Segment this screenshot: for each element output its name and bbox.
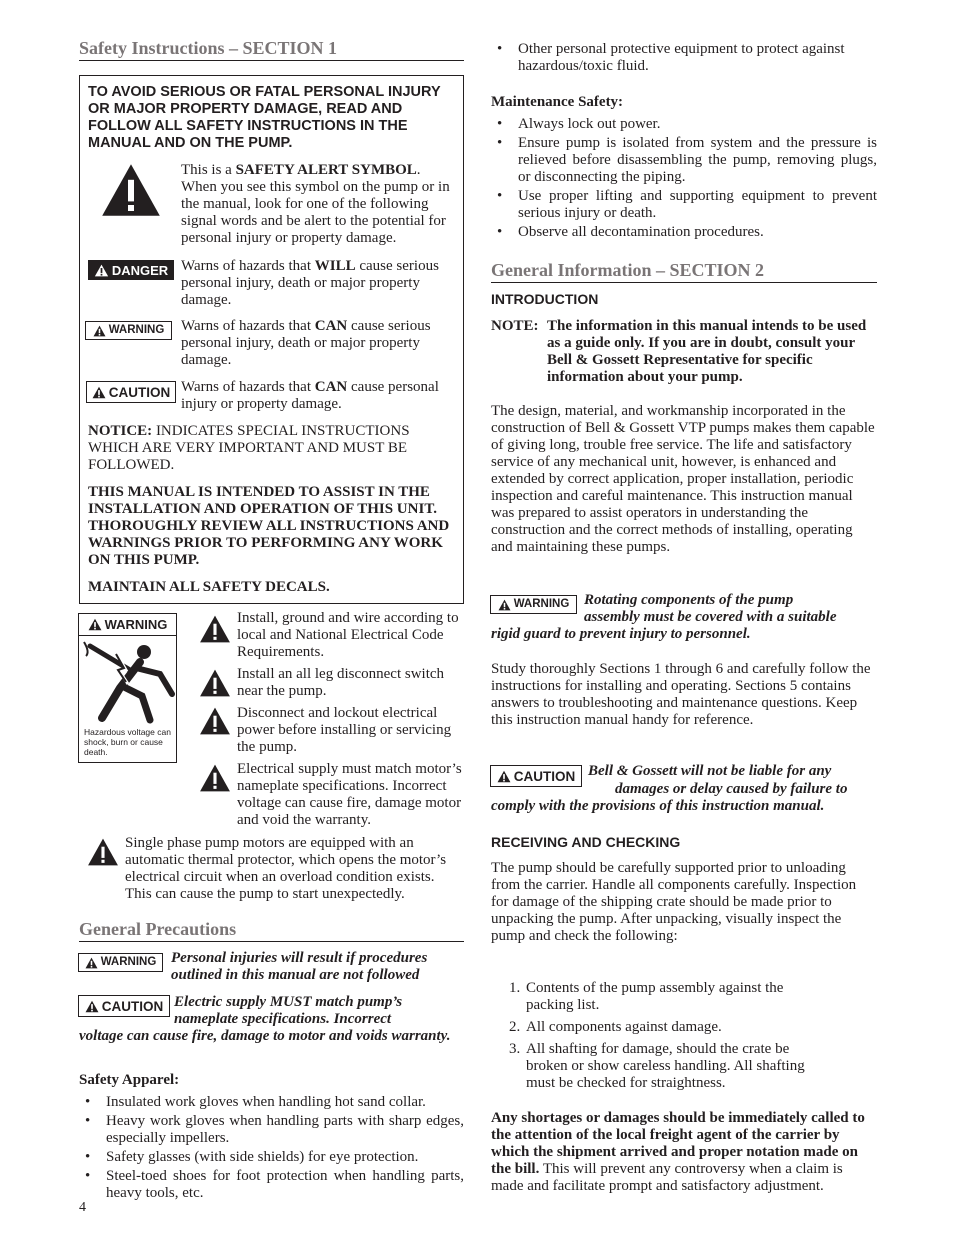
list-item: • Observe all decontamination procedures. — [491, 224, 877, 241]
warning-triangle-icon — [88, 618, 102, 631]
apparel-continued-list — [491, 41, 877, 75]
precaution-warning-badge: WARNING — [78, 953, 163, 972]
list-item: • Other personal protective equipment to protect against hazardous/toxic fluid. — [491, 41, 877, 75]
precautions-title: General Precautions — [79, 921, 464, 942]
liability-caution-text-a: Bell & Gossett will not be liable for any — [588, 763, 832, 779]
warning-triangle-icon — [85, 957, 98, 969]
safety-box-heading: TO AVOID SERIOUS OR FATAL PERSONAL INJURY OR MAJOR PROPERTY DAMAGE, READ AND FOLLOW ALL SAFETY INSTRUCTIONS IN THE MANUAL AND ON THE PUMP. — [88, 84, 441, 151]
precaution-caution-text-b: voltage can cause fire, damage to motor and voids warranty. — [79, 1028, 451, 1044]
precaution-caution-badge: CAUTION — [78, 995, 170, 1017]
electrical-item: Electrical supply must match motor’s nameplate specifications. Incorrect voltage can cause fire, damage motor and void the warranty. — [237, 761, 462, 828]
danger-label: DANGER — [111, 262, 169, 278]
alert-icon — [199, 669, 231, 697]
rotating-warning-badge: WARNING — [490, 595, 577, 614]
list-item: • Safety glasses (with side shields) for eye protection. — [79, 1149, 464, 1166]
warning-badge — [85, 321, 172, 340]
list-item: • Always lock out power. — [491, 116, 877, 133]
single-phase-text: Single phase pump motors are equipped with an automatic thermal protector, which opens the motor’s electrical circuit when an overload condition exists. This can cause the pump to start unexpectedly. — [125, 835, 447, 902]
danger-badge — [88, 260, 174, 280]
caution-label: CAUTION — [108, 384, 171, 400]
maintenance-title: Maintenance Safety: — [491, 94, 624, 110]
checks-list — [491, 980, 877, 1092]
caution-badge — [86, 381, 176, 403]
warning-triangle-icon — [498, 599, 511, 611]
note-text: The information in this manual intends to be used as a guide only. If you are in doubt, consult your Bell & Gossett Representative for specific information about your pump. — [547, 318, 867, 385]
list-item: 2. All components against damage. — [524, 1019, 877, 1036]
page-number: 4 — [79, 1200, 86, 1215]
electrical-item: Install, ground and wire according to local and National Electrical Code Requirements. — [237, 610, 459, 660]
introduction-heading: INTRODUCTION — [491, 291, 599, 307]
shortages-paragraph: Any shortages or damages should be immediately called to the attention of the local freight agent of the carrier by which the shipment arrived and proper notation made on the bill. This will prevent any controversy when a claim is made and facilitate prompt and satisfactory adjustment. — [491, 1110, 865, 1194]
list-item: • Use proper lifting and supporting equipment to prevent serious injury or death. — [491, 188, 877, 222]
alert-icon — [199, 764, 231, 792]
electric-shock-icon — [80, 640, 175, 726]
alert-icon — [199, 615, 231, 643]
electrical-item: Install an all leg disconnect switch near the pump. — [237, 666, 445, 699]
rotating-warning-text-c: rigid guard to prevent injury to personnel. — [491, 626, 751, 642]
alert-icon — [87, 838, 119, 866]
caution-triangle-icon — [92, 386, 106, 399]
safety-apparel-list — [79, 1094, 464, 1202]
liability-caution-text-b: damages or delay caused by failure to — [615, 781, 848, 797]
intro-paragraph: The design, material, and workmanship incorporated in the construction of Bell & Gossett VTP pumps makes them capable of giving long, trouble free service. The life and satisfactory service of any mechanical unit, however, is enhanced and extended by correct application, proper installation, periodic inspection and careful maintenance. This instruction manual was prepared to assist operators in understanding the construction and the correct methods of installing, operating and maintaining these pumps. — [491, 403, 875, 555]
precaution-warning-text: Personal injuries will result if procedures outlined in this manual are not followed — [171, 950, 428, 983]
list-item: • Heavy work gloves when handling parts with sharp edges, especially impellers. — [79, 1113, 464, 1147]
caution-triangle-icon — [497, 770, 511, 783]
caution-text: Warns of hazards that CAN cause personal injury or property damage. — [181, 379, 439, 412]
decals-text: MAINTAIN ALL SAFETY DECALS. — [88, 579, 330, 595]
warning-triangle-icon — [93, 325, 106, 337]
list-item: 1. Contents of the pump assembly against the packing list. — [524, 980, 816, 1014]
safety-apparel-title: Safety Apparel: — [79, 1072, 180, 1088]
rotating-warning-text-b: assembly must be covered with a suitable — [584, 609, 837, 625]
warning-text: Warns of hazards that CAN cause serious personal injury, death or major property damage. — [181, 318, 431, 368]
safety-alert-icon — [100, 163, 162, 217]
electrical-warning-badge: WARNING — [79, 614, 176, 636]
maintenance-list — [491, 116, 877, 241]
rotating-warning-text-a: Rotating components of the pump — [584, 592, 794, 608]
danger-text: Warns of hazards that WILL cause serious personal injury, death or major property damage. — [181, 258, 439, 308]
alert-symbol-text: This is a SAFETY ALERT SYMBOL. When you see this symbol on the pump or in the manual, look for one of the following signal words and be alert to the potential for personal injury or property damage. — [181, 162, 450, 246]
hazard-caption: Hazardous voltage can shock, burn or cause death. — [84, 727, 171, 757]
list-item: • Steel-toed shoes for foot protection when handling parts, heavy tools, etc. — [79, 1168, 464, 1202]
list-item: 3. All shafting for damage, should the crate be broken or show careless handling. All shafting must be checked for straightness. — [524, 1041, 826, 1092]
receiving-heading: RECEIVING AND CHECKING — [491, 834, 681, 850]
liability-caution-badge: CAUTION — [490, 765, 582, 787]
section2-title: General Information – SECTION 2 — [491, 262, 877, 283]
manual-intent-text: THIS MANUAL IS INTENDED TO ASSIST IN THE INSTALLATION AND OPERATION OF THIS UNIT. THOROUGHLY REVIEW ALL INSTRUCTIONS AND WARNINGS PRIOR TO PERFORMING ANY WORK ON THIS PUMP. — [88, 484, 450, 568]
danger-triangle-icon — [94, 264, 109, 277]
list-item: • Ensure pump is isolated from system and the pressure is relieved before disassembling the pump, removing plugs, or disconnecting the piping. — [491, 135, 877, 186]
notice-text: NOTICE: INDICATES SPECIAL INSTRUCTIONS WHICH ARE VERY IMPORTANT AND MUST BE FOLLOWED. — [88, 423, 410, 473]
study-paragraph: Study thoroughly Sections 1 through 6 and carefully follow the instructions for installing and operating. Sections 5 contains answers to troubleshooting and maintenance questions. Keep this instruction manual handy for reference. — [491, 661, 871, 728]
precaution-caution-text-a: Electric supply MUST match pump’s nameplate specifications. Incorrect — [174, 994, 403, 1027]
electrical-item: Disconnect and lockout electrical power before installing or servicing the pump. — [237, 705, 452, 755]
liability-caution-text-c: comply with the provisions of this instruction manual. — [491, 798, 825, 814]
section1-title: Safety Instructions – SECTION 1 — [79, 40, 464, 61]
note-label: NOTE: — [491, 318, 539, 334]
list-item: • Insulated work gloves when handling hot sand collar. — [79, 1094, 464, 1111]
warning-label: WARNING — [108, 324, 165, 336]
caution-triangle-icon — [85, 1000, 99, 1013]
alert-icon — [199, 707, 231, 735]
receiving-paragraph: The pump should be carefully supported prior to unloading from the carrier. Handle all components carefully. Inspection for damage of the shipping crate should be made prior to unpacking the pump. After unpacking, visually inspect the pump and check the following: — [491, 860, 857, 944]
